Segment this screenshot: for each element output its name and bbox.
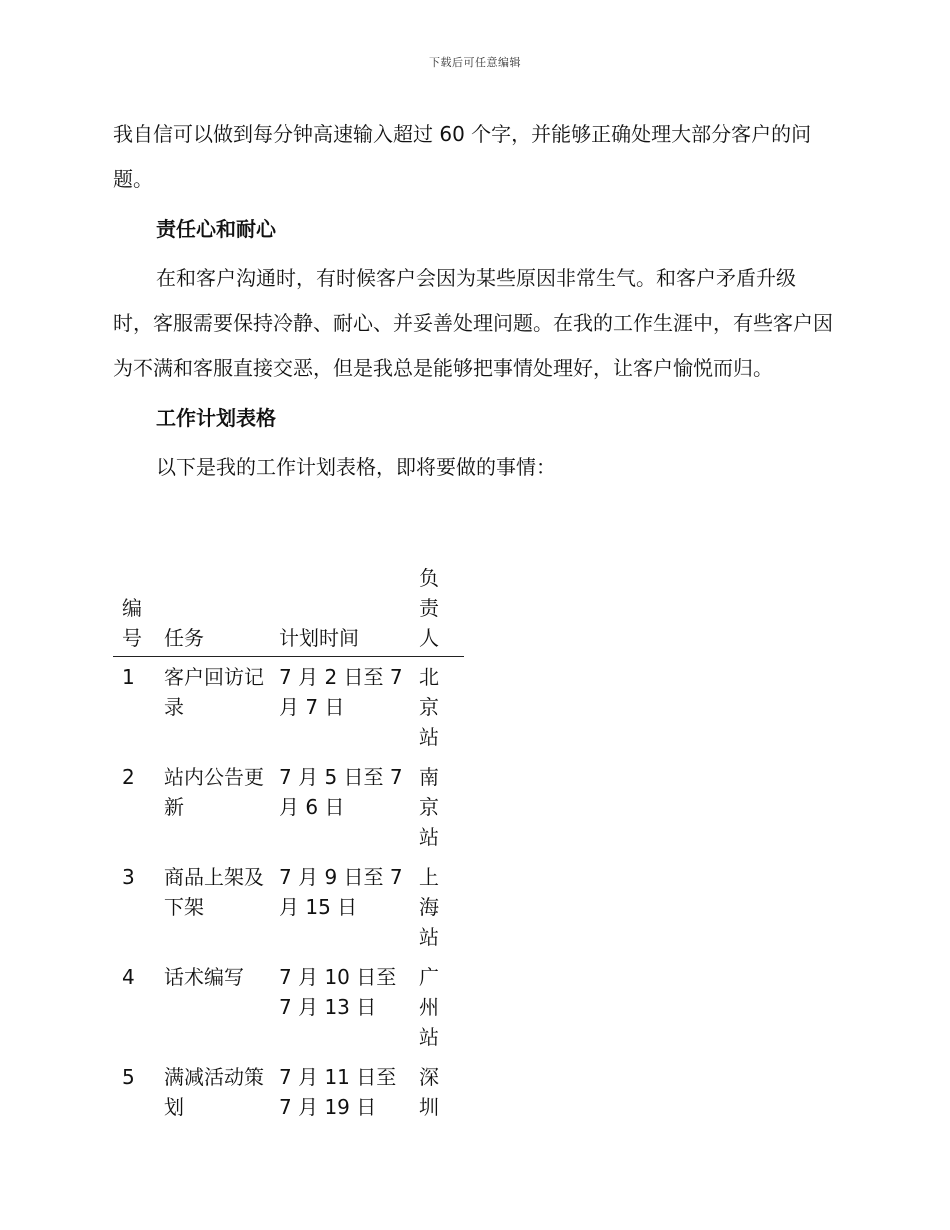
header-owner — [419, 563, 464, 657]
table-row — [113, 657, 464, 758]
cell-number: 1 — [122, 665, 135, 689]
cell-time-text: 7 月 9 日至 7 月 15 日 — [279, 865, 403, 919]
cell-number: 3 — [122, 865, 135, 889]
cell-number: 2 — [122, 765, 135, 789]
cell-time-text: 7 月 10 日至 7 月 13 日 — [279, 965, 397, 1019]
document-body — [113, 112, 833, 490]
cell-task-text: 客户回访记录 — [164, 665, 264, 719]
cell-owner — [419, 757, 464, 857]
cell-time — [279, 957, 419, 1057]
header-number-label: 编号 — [122, 596, 142, 650]
cell-task-text: 满减活动策划 — [164, 1065, 264, 1119]
cell-owner — [419, 657, 464, 758]
cell-time — [279, 757, 419, 857]
header-task — [164, 563, 279, 657]
cell-number: 5 — [122, 1065, 135, 1089]
header-owner-label: 负责人 — [419, 566, 439, 650]
cell-time-text: 7 月 11 日至 7 月 19 日 — [279, 1065, 397, 1119]
cell-task — [164, 957, 279, 1057]
cell-task — [164, 757, 279, 857]
cell-owner-text: 深圳 — [419, 1065, 439, 1119]
section-heading-work-plan: 工作计划表格 — [156, 406, 276, 430]
cell-task — [164, 657, 279, 758]
paragraph-responsibility: 在和客户沟通时，有时候客户会因为某些原因非常生气。和客户矛盾升级时，客服需要保持冷静、耐心、并妥善处理问题。在我的工作生涯中，有些客户因为不满和客服直接交恶，但是我总是能够把事情处理好，让客户愉悦而归。 — [113, 266, 833, 380]
paragraph-typing-skill: 我自信可以做到每分钟高速输入超过 60 个字，并能够正确处理大部分客户的问题。 — [113, 122, 812, 191]
cell-owner-text: 上海站 — [419, 865, 439, 949]
header-time-label: 计划时间 — [279, 626, 359, 650]
table-row — [113, 1057, 464, 1127]
paragraph-work-plan-intro: 以下是我的工作计划表格，即将要做的事情： — [156, 455, 556, 479]
cell-task-text: 话术编写 — [164, 965, 244, 989]
work-plan-table — [113, 563, 464, 1127]
cell-time — [279, 657, 419, 758]
section-heading-responsibility: 责任心和耐心 — [156, 217, 276, 241]
cell-owner — [419, 957, 464, 1057]
cell-time-text: 7 月 2 日至 7 月 7 日 — [279, 665, 403, 719]
cell-time — [279, 1057, 419, 1127]
cell-task-text: 站内公告更新 — [164, 765, 264, 819]
cell-owner-text: 南京站 — [419, 765, 439, 849]
table-row — [113, 857, 464, 957]
table-header-row — [113, 563, 464, 657]
header-number — [113, 563, 164, 657]
table-row — [113, 757, 464, 857]
work-plan-table-container — [113, 563, 464, 1127]
header-task-label: 任务 — [164, 626, 204, 650]
cell-task-text: 商品上架及下架 — [164, 865, 264, 919]
cell-owner — [419, 1057, 464, 1127]
page-header: 下载后可任意编辑 — [429, 56, 521, 69]
header-time — [279, 563, 419, 657]
cell-number: 4 — [122, 965, 135, 989]
cell-task — [164, 1057, 279, 1127]
cell-owner — [419, 857, 464, 957]
cell-task — [164, 857, 279, 957]
table-row — [113, 957, 464, 1057]
cell-time — [279, 857, 419, 957]
cell-time-text: 7 月 5 日至 7 月 6 日 — [279, 765, 403, 819]
cell-owner-text: 广州站 — [419, 965, 439, 1049]
cell-owner-text: 北京站 — [419, 665, 439, 749]
